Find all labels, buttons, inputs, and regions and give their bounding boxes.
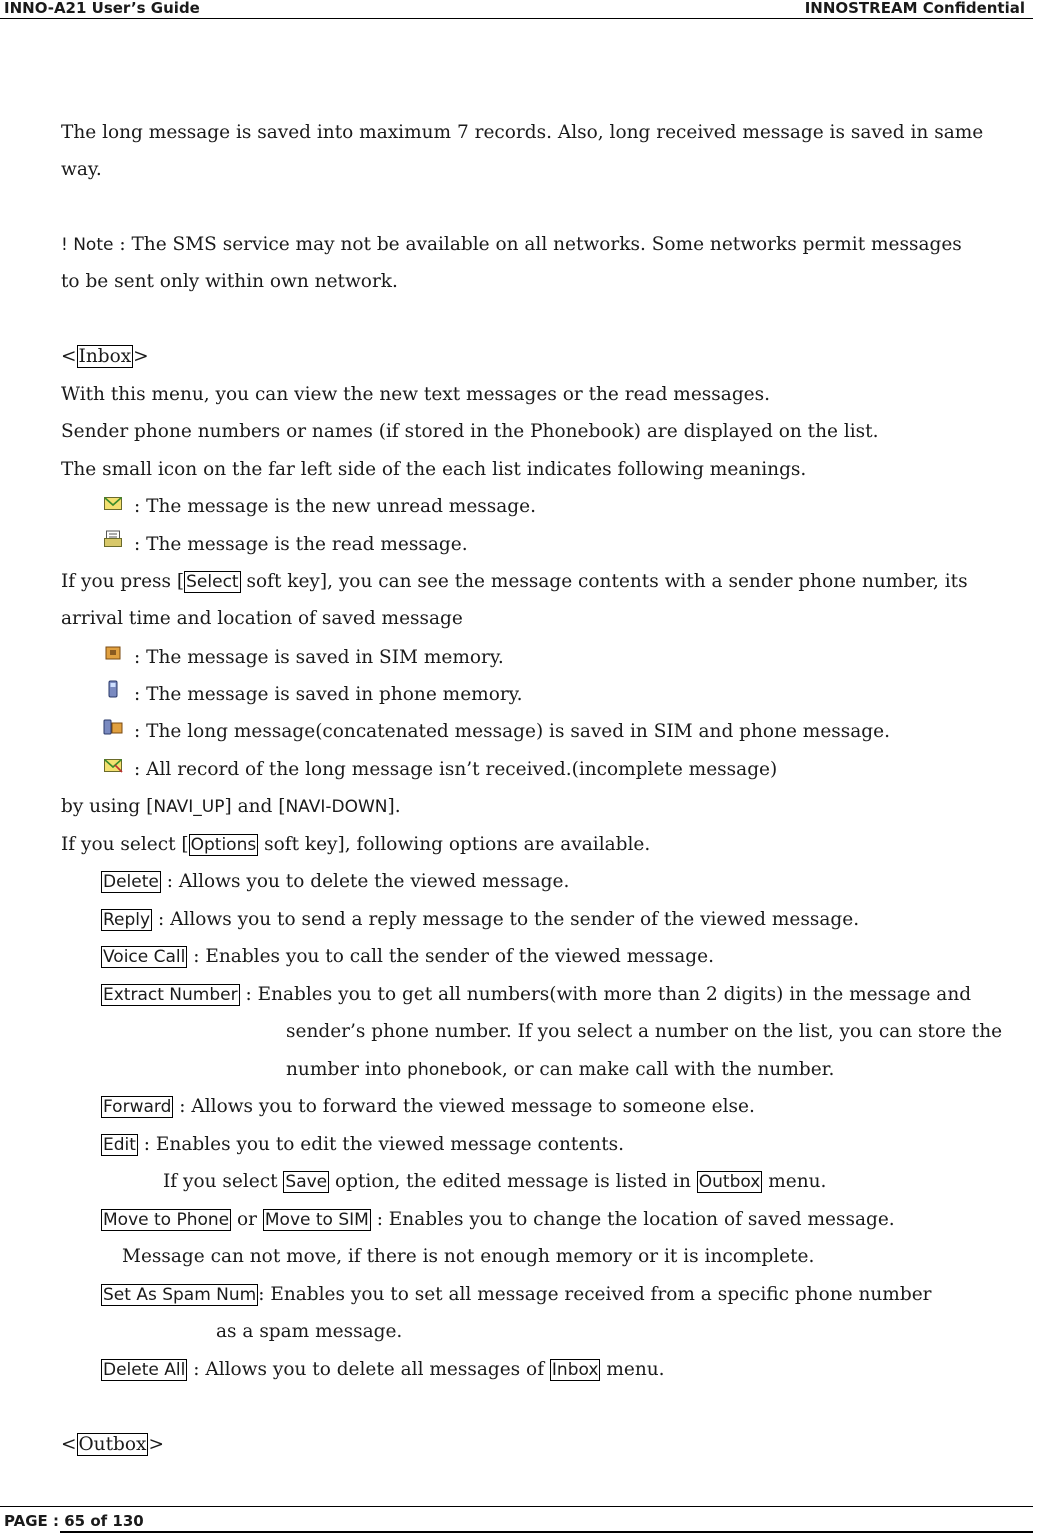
outbox-bracket-close: >	[148, 1434, 164, 1455]
navi-mid: ] and [	[224, 796, 286, 817]
spam-desc: : Enables you to set all message received from a specific phone number	[258, 1284, 932, 1305]
extract-number-desc: : Enables you to get all numbers(with more than 2 digits) in the message and	[239, 984, 972, 1005]
navi-up-key: NAVI_UP	[153, 797, 225, 817]
delete-label: Delete	[103, 872, 159, 892]
move-desc: : Enables you to change the location of saved message.	[370, 1209, 895, 1230]
sim-memory-icon	[103, 644, 123, 662]
edit-line2-pre: If you select	[163, 1171, 284, 1192]
inbox-title: Inbox	[78, 346, 132, 367]
save-label: Save	[285, 1172, 328, 1192]
sim-icon-desc: : The message is saved in SIM memory.	[134, 647, 504, 668]
page-number: PAGE : 65 of 130	[4, 1512, 144, 1530]
spam-line-2: as a spam message.	[216, 1321, 403, 1342]
unread-icon-desc: : The message is the new unread message.	[134, 496, 536, 517]
option-edit	[101, 1133, 624, 1157]
voice-call-label: Voice Call	[103, 947, 186, 967]
extract-line-2: sender’s phone number. If you select a number on the list, you can store the	[286, 1021, 1003, 1042]
extract-line3-pre: number into	[286, 1059, 408, 1080]
option-delete	[101, 870, 569, 894]
options-key: Options	[190, 835, 257, 855]
inbox-para-1: With this menu, you can view the new text messages or the read messages.	[61, 384, 770, 405]
page-footer	[0, 1506, 1033, 1533]
outbox-bracket-open: <	[61, 1434, 77, 1455]
option-reply	[101, 908, 859, 932]
page-header	[0, 0, 1033, 19]
reply-label: Reply	[103, 910, 151, 930]
delete-all-post: menu.	[600, 1359, 665, 1380]
options-post: soft key], following options are available.	[258, 834, 651, 855]
note-text: : The SMS service may not be available on all networks. Some networks permit messages	[113, 234, 962, 255]
navi-down-key: NAVI-DOWN	[285, 797, 388, 817]
unread-message-icon	[103, 494, 123, 512]
option-extract-number	[101, 983, 971, 1007]
spam-label: Set As Spam Num	[103, 1285, 257, 1305]
phone-memory-icon	[103, 680, 123, 698]
reply-desc: : Allows you to send a reply message to the sender of the viewed message.	[152, 909, 860, 930]
outbox-label: Outbox	[698, 1172, 761, 1192]
select-line	[61, 570, 968, 594]
intro-line-2: way.	[61, 159, 102, 180]
delete-all-label: Delete All	[103, 1360, 186, 1380]
outbox-title: Outbox	[78, 1434, 147, 1455]
option-move	[101, 1208, 895, 1232]
inbox-heading	[61, 345, 149, 369]
intro-line-1: The long message is saved into maximum 7 records. Also, long received message is saved in same	[61, 122, 984, 143]
edit-line2-mid: option, the edited message is listed in	[329, 1171, 697, 1192]
note-label: ! Note	[61, 235, 114, 255]
note-line-2: to be sent only within own network.	[61, 271, 398, 292]
outbox-heading	[61, 1433, 164, 1457]
delete-all-inbox-label: Inbox	[551, 1360, 599, 1380]
navi-line	[61, 795, 401, 819]
footer-rule	[60, 1531, 1033, 1533]
inbox-para-3: The small icon on the far left side of the each list indicates following meanings.	[61, 459, 807, 480]
header-doc-title: INNO-A21 User’s Guide	[4, 0, 200, 17]
edit-label: Edit	[103, 1135, 136, 1155]
edit-line2-post: menu.	[762, 1171, 827, 1192]
incomplete-icon-desc: : All record of the long message isn’t received.(incomplete message)	[134, 759, 778, 780]
header-confidential: INNOSTREAM Confidential	[804, 0, 1025, 17]
select-key: Select	[186, 572, 239, 592]
option-voice-call	[101, 945, 714, 969]
move-to-sim-label: Move to SIM	[264, 1210, 369, 1230]
select-post: soft key], you can see the message contents with a sender phone number, its	[240, 571, 968, 592]
both-icon-desc: : The long message(concatenated message) is saved in SIM and phone message.	[134, 721, 890, 742]
navi-pre: by using [	[61, 796, 154, 817]
select-line-2: arrival time and location of saved message	[61, 608, 463, 629]
extract-number-label: Extract Number	[103, 985, 238, 1005]
bracket-close: >	[133, 346, 149, 367]
option-spam	[101, 1283, 932, 1307]
bracket-open: <	[61, 346, 77, 367]
note-line-1	[61, 233, 962, 257]
edit-desc: : Enables you to edit the viewed message contents.	[137, 1134, 625, 1155]
options-pre: If you select [	[61, 834, 189, 855]
phone-icon-desc: : The message is saved in phone memory.	[134, 684, 523, 705]
select-pre: If you press [	[61, 571, 185, 592]
sim-and-phone-icon	[103, 718, 123, 736]
extract-line-3	[286, 1058, 834, 1082]
move-to-phone-label: Move to Phone	[103, 1210, 230, 1230]
option-forward	[101, 1095, 755, 1119]
delete-all-desc: : Allows you to delete all messages of	[187, 1359, 550, 1380]
forward-desc: : Allows you to forward the viewed message to someone else.	[173, 1096, 755, 1117]
forward-label: Forward	[103, 1097, 172, 1117]
option-delete-all	[101, 1358, 665, 1382]
incomplete-message-icon	[103, 756, 123, 774]
read-icon-desc: : The message is the read message.	[134, 534, 468, 555]
move-or: or	[231, 1209, 263, 1230]
voice-call-desc: : Enables you to call the sender of the viewed message.	[187, 946, 714, 967]
navi-post: ].	[387, 796, 401, 817]
move-line-2: Message can not move, if there is not enough memory or it is incomplete.	[122, 1246, 815, 1267]
extract-line3-post: , or can make call with the number.	[501, 1059, 835, 1080]
options-line	[61, 833, 650, 857]
delete-desc: : Allows you to delete the viewed message.	[160, 871, 570, 892]
read-message-icon	[103, 530, 123, 548]
inbox-para-2: Sender phone numbers or names (if stored in the Phonebook) are displayed on the list.	[61, 421, 879, 442]
phonebook-word: phonebook	[407, 1060, 502, 1080]
edit-line-2	[163, 1170, 826, 1194]
